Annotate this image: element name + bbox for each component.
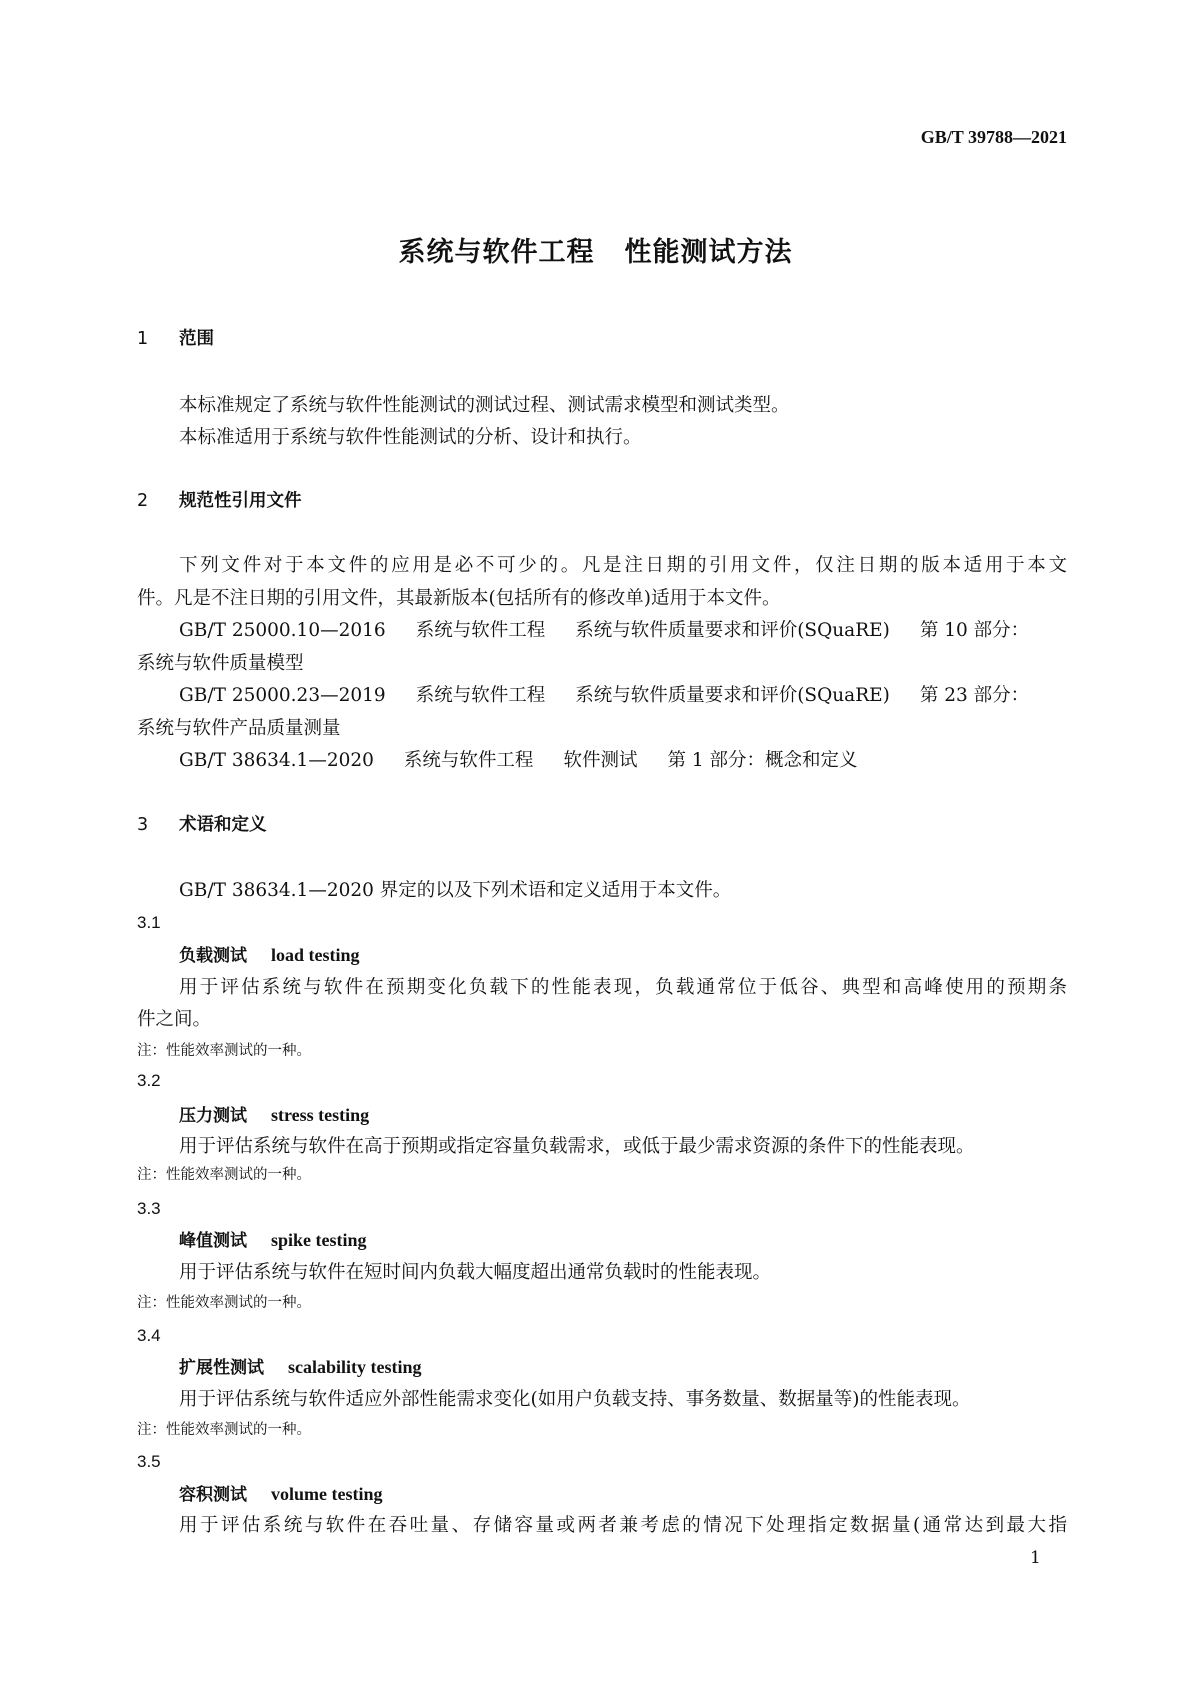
paragraph: 本标准规定了系统与软件性能测试的测试过程、测试需求模型和测试类型。	[179, 395, 790, 416]
section-title: 范围	[179, 329, 214, 349]
section-number: 2	[137, 491, 149, 511]
term-zh: 压力测试	[179, 1106, 247, 1126]
section-heading-1	[137, 326, 1067, 352]
term-heading	[179, 1227, 1067, 1253]
ref-title: 系统与软件工程	[415, 620, 546, 641]
term-heading	[179, 942, 1067, 968]
ref-part: 第 10 部分：	[919, 620, 1030, 641]
term-note: 注：性能效率测试的一种。	[137, 1422, 311, 1438]
title-part2: 性能测试方法	[624, 237, 793, 268]
ref-title: 软件测试	[563, 750, 638, 771]
term-note: 注：性能效率测试的一种。	[137, 1295, 311, 1311]
term-definition: 用于评估系统与软件在高于预期或指定容量负载需求，或低于最少需求资源的条件下的性能表现。	[179, 1136, 975, 1157]
term-en: scalability testing	[288, 1357, 422, 1377]
ref-code: GB/T 25000.23—2019	[179, 685, 386, 706]
standard-number: GB/T 39788—2021	[920, 127, 1067, 147]
term-zh: 扩展性测试	[179, 1358, 264, 1378]
section-title: 规范性引用文件	[179, 491, 302, 511]
page-number: 1	[1030, 1548, 1041, 1568]
term-en: load testing	[271, 945, 360, 965]
term-number: 3.1	[137, 913, 161, 932]
term-note: 注：性能效率测试的一种。	[137, 1043, 311, 1059]
section-number: 3	[137, 815, 149, 835]
term-heading	[179, 1354, 1067, 1380]
reference-item	[179, 683, 1067, 709]
term-definition: 用于评估系统与软件适应外部性能需求变化(如用户负载支持、事务数量、数据量等)的性能表现。	[179, 1389, 971, 1410]
ref-title: 系统与软件工程	[403, 750, 534, 771]
term-definition: 用于评估系统与软件在短时间内负载大幅度超出通常负载时的性能表现。	[179, 1262, 772, 1283]
term-definition: 件之间。	[137, 1009, 212, 1030]
term-en: volume testing	[271, 1484, 383, 1504]
ref-code: GB/T 25000.10—2016	[179, 620, 386, 641]
term-en: stress testing	[271, 1105, 370, 1125]
term-heading	[179, 1102, 1067, 1128]
paragraph-line: 件。凡是不注日期的引用文件，其最新版本(包括所有的修改单)适用于本文件。	[137, 588, 781, 609]
reference-continuation: 系统与软件产品质量测量	[137, 718, 341, 739]
term-number: 3.4	[137, 1326, 161, 1345]
term-number: 3.5	[137, 1452, 161, 1471]
term-note: 注：性能效率测试的一种。	[137, 1167, 311, 1183]
ref-title: 系统与软件质量要求和评价(SQuaRE)	[575, 620, 890, 641]
section-number: 1	[137, 329, 149, 349]
term-zh: 负载测试	[179, 946, 247, 966]
ref-code: GB/T 38634.1—2020	[179, 750, 374, 771]
ref-part: 第 1 部分：概念和定义	[667, 750, 858, 771]
term-zh: 峰值测试	[179, 1231, 247, 1251]
ref-part: 第 23 部分：	[919, 685, 1030, 706]
section-title: 术语和定义	[179, 815, 267, 835]
reference-item	[179, 618, 1067, 644]
term-heading	[179, 1481, 1067, 1507]
ref-title: 系统与软件工程	[415, 685, 546, 706]
ref-title: 系统与软件质量要求和评价(SQuaRE)	[575, 685, 890, 706]
section-heading-2	[137, 488, 1067, 514]
paragraph-line: 下列文件对于本文件的应用是必不可少的。凡是注日期的引用文件，仅注日期的版本适用于本文	[179, 555, 1067, 576]
term-definition: 用于评估系统与软件在吞吐量、存储容量或两者兼考虑的情况下处理指定数据量(通常达到最大指	[179, 1515, 1067, 1536]
section-heading-3	[137, 812, 1067, 838]
term-definition: 用于评估系统与软件在预期变化负载下的性能表现，负载通常位于低谷、典型和高峰使用的预期条	[179, 977, 1067, 998]
reference-item	[179, 748, 1067, 774]
term-number: 3.2	[137, 1071, 161, 1090]
reference-continuation: 系统与软件质量模型	[137, 653, 304, 674]
paragraph: GB/T 38634.1—2020 界定的以及下列术语和定义适用于本文件。	[179, 880, 732, 901]
paragraph: 本标准适用于系统与软件性能测试的分析、设计和执行。	[179, 427, 642, 448]
title-part1: 系统与软件工程	[398, 237, 595, 268]
term-en: spike testing	[271, 1230, 367, 1250]
term-number: 3.3	[137, 1199, 161, 1218]
page-title	[0, 230, 1191, 269]
term-zh: 容积测试	[179, 1485, 247, 1505]
